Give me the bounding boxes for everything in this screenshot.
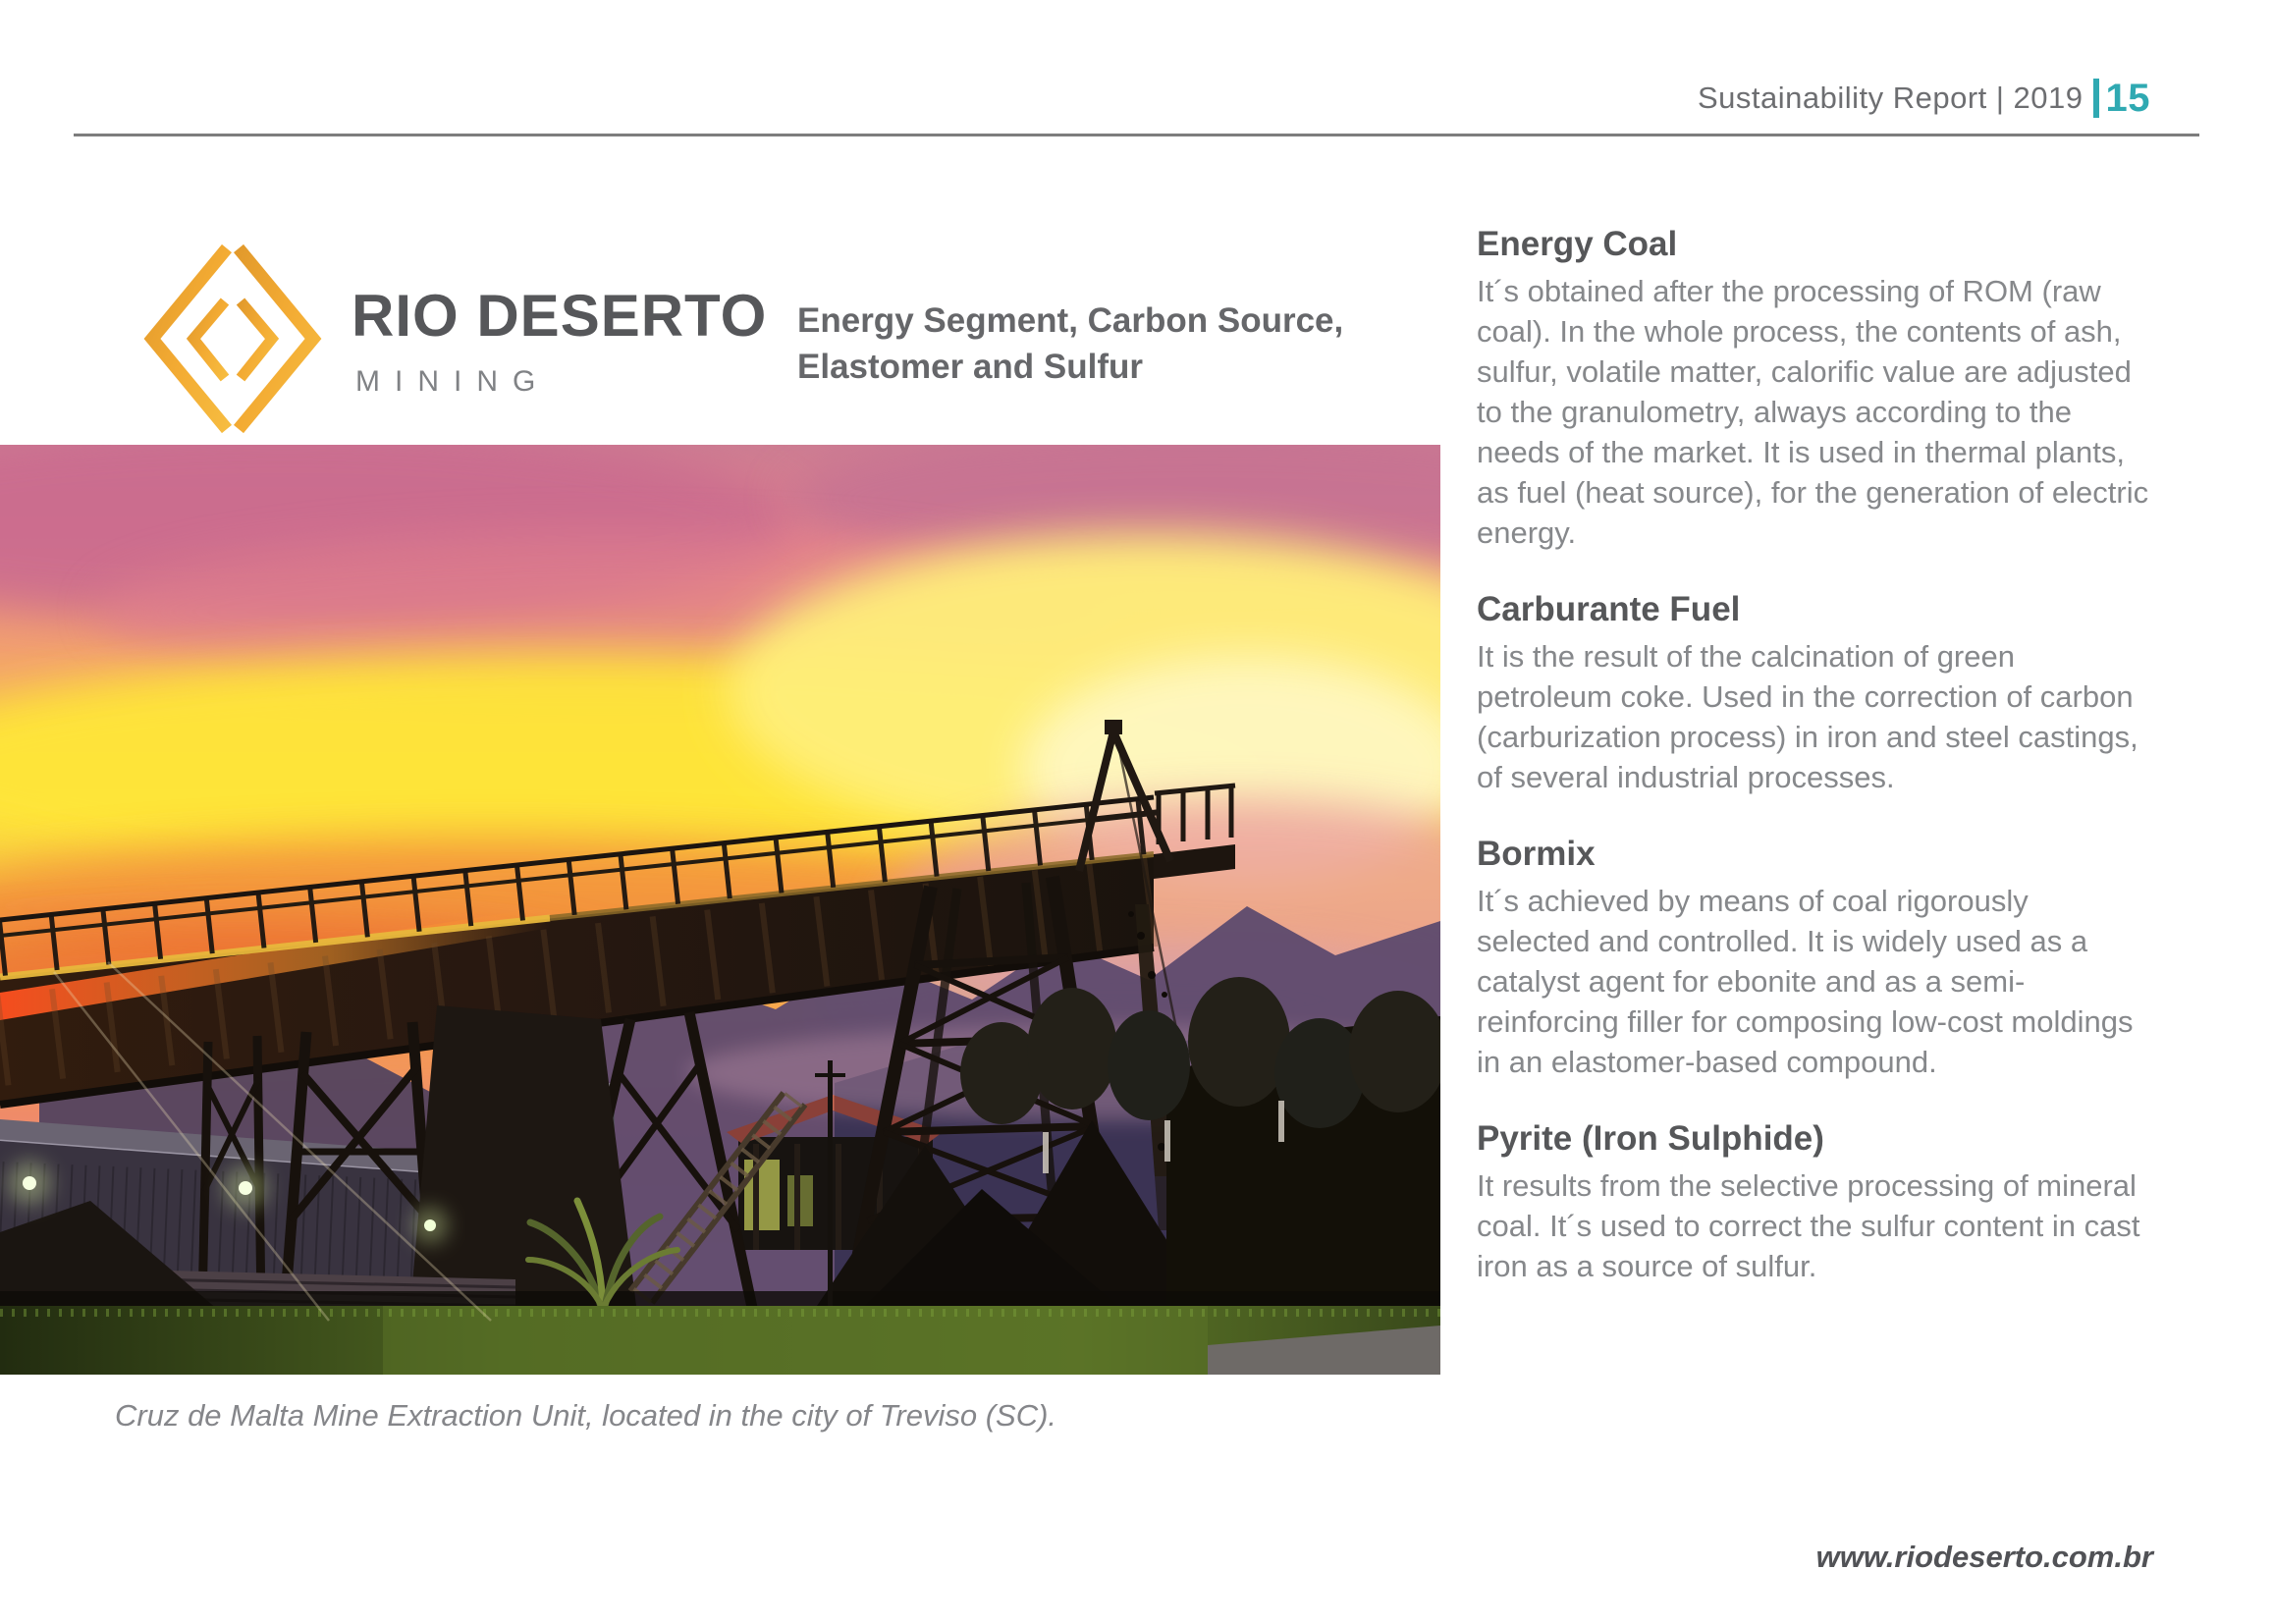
section-body: It results from the selective processing of mineral coal. It´s used to correct the sulfur content in cast iron as a source of sulfur. bbox=[1477, 1168, 2140, 1283]
page-number: 15 bbox=[2105, 77, 2150, 120]
rio-deserto-logo-icon bbox=[139, 239, 326, 440]
section-title: Pyrite (Iron Sulphide) bbox=[1477, 1119, 1824, 1158]
page-header bbox=[1698, 79, 2150, 118]
headline-line1: Energy Segment, Carbon Source, bbox=[797, 301, 1344, 340]
section-bormix bbox=[1477, 834, 2149, 1082]
section-title: Energy Coal bbox=[1477, 225, 1678, 263]
header-divider bbox=[2093, 79, 2099, 118]
brand-tagline: MINING bbox=[355, 365, 551, 398]
header-rule bbox=[74, 134, 2199, 136]
product-sections bbox=[1477, 224, 2149, 1323]
page-headline bbox=[797, 298, 1343, 390]
report-title: Sustainability Report | 2019 bbox=[1697, 81, 2084, 115]
section-pyrite bbox=[1477, 1118, 2149, 1286]
photo-caption: Cruz de Malta Mine Extraction Unit, located in the city of Treviso (SC). bbox=[115, 1398, 1057, 1433]
section-energy-coal bbox=[1477, 224, 2149, 553]
headline-line2: Elastomer and Sulfur bbox=[797, 348, 1144, 386]
brand-name: RIO DESERTO bbox=[352, 283, 768, 349]
section-body: It´s obtained after the processing of ROM (raw coal). In the whole process, the contents of ash, sulfur, volatile matter, calorific value are adjusted to the granulometry, always according to the needs of the market. It is used in thermal plants, as fuel (heat source), for the generation of electric energy. bbox=[1477, 274, 2149, 550]
section-title: Carburante Fuel bbox=[1477, 590, 1741, 628]
section-carburante-fuel bbox=[1477, 589, 2149, 797]
website-link[interactable]: www.riodeserto.com.br bbox=[1815, 1540, 2153, 1574]
mine-sunset-photo bbox=[0, 445, 1440, 1375]
grass bbox=[0, 1306, 1440, 1375]
section-title: Bormix bbox=[1477, 835, 1596, 873]
section-body: It is the result of the calcination of green petroleum coke. Used in the correction of carbon (carburization process) in iron and steel castings, of several industrial processes. bbox=[1477, 639, 2138, 794]
section-body: It´s achieved by means of coal rigorously selected and controlled. It is widely used as a catalyst agent for ebonite and as a semi-reinforcing filler for composing low-cost moldings in an elastomer-based compound. bbox=[1477, 884, 2134, 1079]
